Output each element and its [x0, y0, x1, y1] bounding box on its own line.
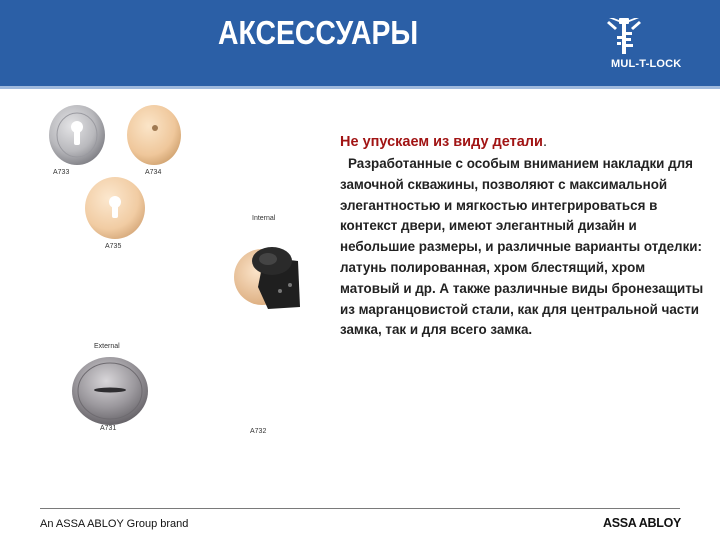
heading-text: Не упускаем из виду детали: [340, 134, 543, 150]
external-tag: External: [94, 343, 120, 350]
armored-plate-image: [228, 227, 308, 317]
content-heading: [340, 134, 547, 150]
product-code: A735: [105, 243, 122, 250]
assa-abloy-logo: ASSA ABLOY: [603, 516, 682, 530]
product-a733: [47, 103, 107, 176]
product-images: [30, 95, 320, 440]
footer-divider: [40, 508, 680, 509]
product-code: A732: [250, 428, 267, 435]
header-banner: [0, 0, 720, 89]
escutcheon-silver-image: [47, 103, 107, 167]
product-a735: [83, 175, 147, 250]
product-code: A734: [145, 169, 162, 176]
product-code: A731: [100, 425, 117, 432]
mul-t-lock-logo: [595, 18, 713, 74]
product-a734: [125, 103, 183, 176]
escutcheon-chrome-image: [68, 351, 152, 427]
footer-brand-note: An ASSA ABLOY Group brand: [40, 518, 189, 530]
key-icon: [595, 18, 713, 58]
content-body: Разработанные с особым вниманием накладки для замочной скважины, позволяют с максимальной элегантностью и мягкостью интегрироваться в контекст двери, имеют элегантный дизайн и небольшие размеры, и различные варианты отделки: латунь полированная, хром блестящий, хром матовый и др. А также различные виды бронезащиты из марганцовистой стали, как для центральной части замка, так и для всего замка.: [340, 156, 704, 338]
logo-wordmark: MUL-T-LOCK: [611, 58, 682, 70]
heading-period: .: [542, 134, 547, 150]
product-code: A733: [53, 169, 70, 176]
escutcheon-brass-image: [125, 103, 183, 167]
internal-tag: Internal: [252, 215, 276, 222]
escutcheon-brass-profile-image: [83, 175, 147, 241]
page-title: АКСЕССУАРЫ: [218, 14, 419, 51]
